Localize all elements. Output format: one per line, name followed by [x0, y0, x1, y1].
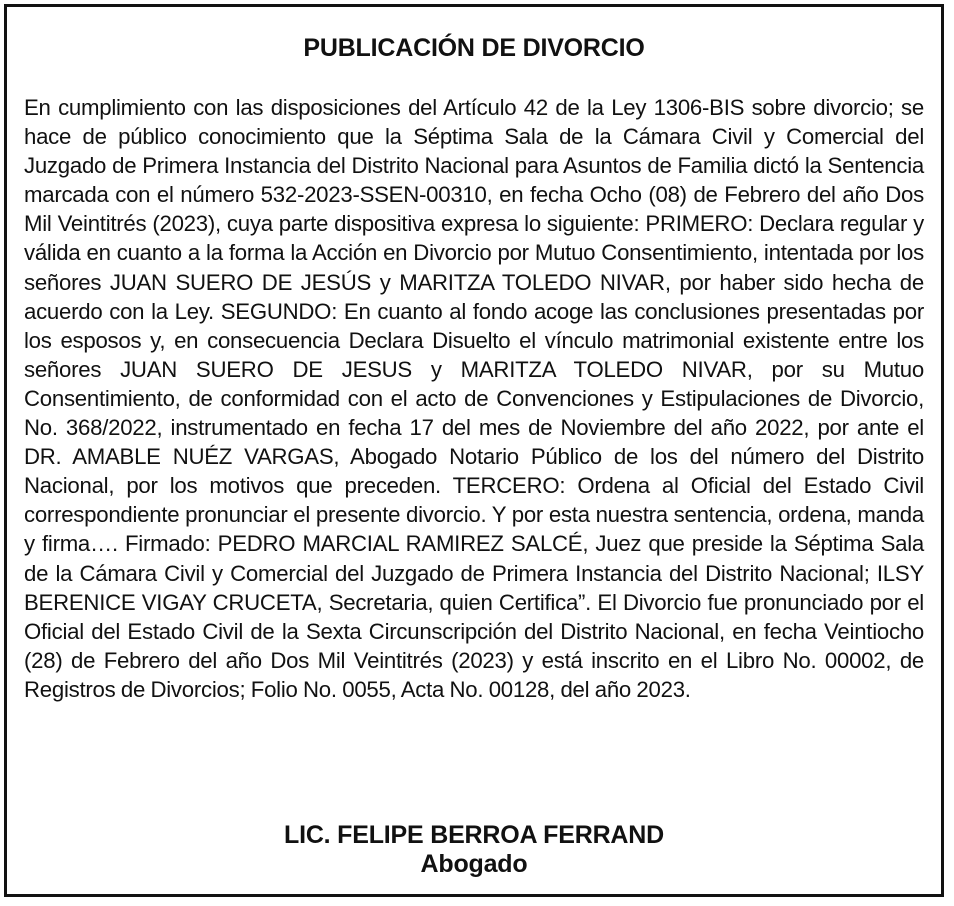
notice-frame: [4, 4, 944, 897]
signature-block: [7, 821, 941, 879]
notice-body: En cumplimiento con las disposiciones del Artículo 42 de la Ley 1306-BIS sobre divorcio; se hace de público conocimiento que la Séptima Sala de la Cámara Civil y Comercial del Juzgado de Primera Instancia del Distrito Nacional para Asuntos de Familia dictó la Sentencia marcada con el número 532-2023-SSEN-00310, en fecha Ocho (08) de Febrero del año Dos Mil Veintitrés (2023), cuya parte dispositiva expresa lo siguiente: PRIMERO: Declara regular y válida en cuanto a la forma la Acción en Divorcio por Mutuo Consentimiento, intentada por los señores JUAN SUERO DE JESÚS y MARITZA TOLEDO NIVAR, por haber sido hecha de acuerdo con la Ley. SEGUNDO: En cuanto al fondo acoge las conclusiones presentadas por los esposos y, en consecuencia Declara Disuelto el vínculo matrimonial existente entre los señores JUAN SUERO DE JESUS y MARITZA TOLEDO NIVAR, por su Mutuo Consentimiento, de conformidad con el acto de Convenciones y Estipulaciones de Divorcio, No. 368/2022, instrumentado en fecha 17 del mes de Noviembre del año 2022, por ante el DR. AMABLE NUÉZ VARGAS, Abogado Notario Público de los del número del Distrito Nacional, por los motivos que preceden. TERCERO: Ordena al Oficial del Estado Civil correspondiente pronunciar el presente divorcio. Y por esta nuestra sentencia, ordena, manda y firma…. Firmado: PEDRO MARCIAL RAMIREZ SALCÉ, Juez que preside la Séptima Sala de la Cámara Civil y Comercial del Juzgado de Primera Instancia del Distrito Nacional; ILSY BERENICE VIGAY CRUCETA, Secretaria, quien Certifica”. El Divorcio fue pronunciado por el Oficial del Estado Civil de la Sexta Circunscripción del Distrito Nacional, en fecha Veintiocho (28) de Febrero del año Dos Mil Veintitrés (2023) y está inscrito en el Libro No. 00002, de Registros de Divorcios; Folio No. 0055, Acta No. 00128, del año 2023.: [24, 95, 924, 702]
signer-role: Abogado: [420, 850, 528, 878]
notice-title: PUBLICACIÓN DE DIVORCIO: [303, 34, 645, 62]
signer-name: LIC. FELIPE BERROA FERRAND: [284, 821, 664, 849]
